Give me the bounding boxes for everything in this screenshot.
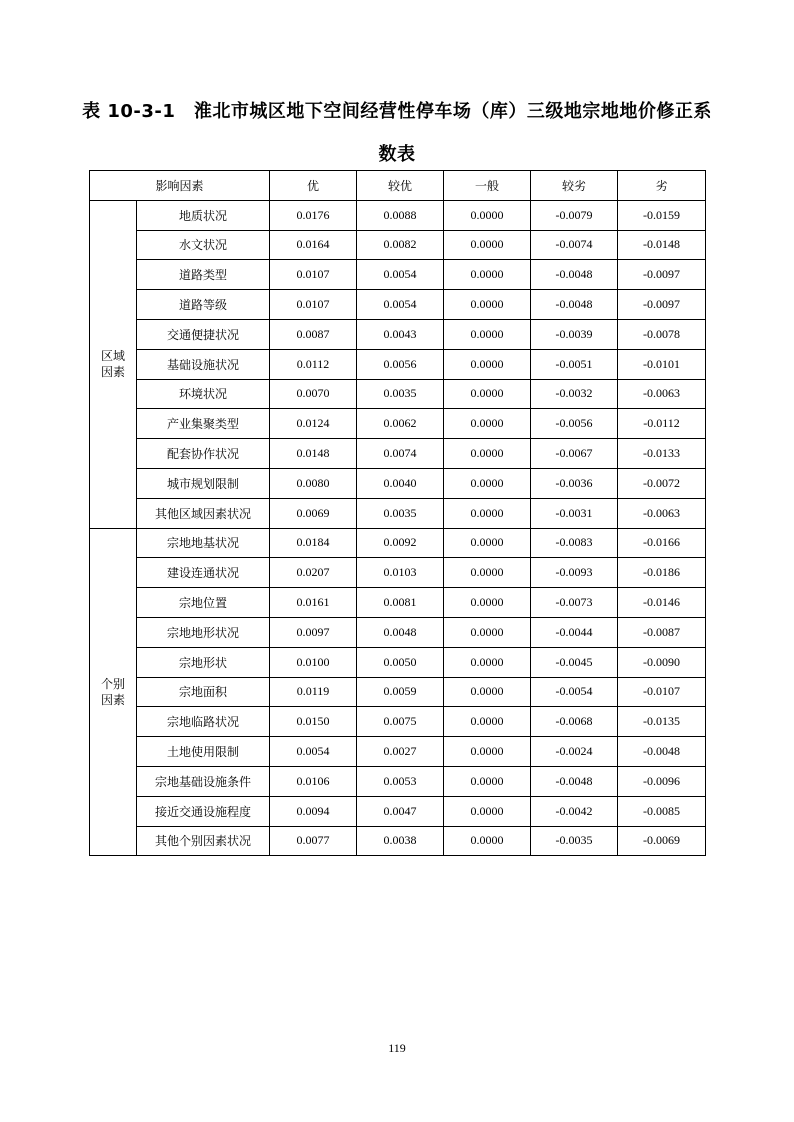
table-row (90, 498, 706, 528)
value-cell-lie: -0.0112 (618, 409, 706, 439)
value-cell-jiaolie: -0.0051 (531, 349, 618, 379)
value-cell-jiaoyou: 0.0048 (357, 617, 444, 647)
table-body (90, 171, 706, 856)
value-cell-lie: -0.0186 (618, 558, 706, 588)
factor-cell: 宗地形状 (137, 647, 270, 677)
table-row (90, 707, 706, 737)
value-cell-you: 0.0150 (270, 707, 357, 737)
value-cell-jiaoyou: 0.0081 (357, 588, 444, 618)
factor-cell: 环境状况 (137, 379, 270, 409)
value-cell-yiban: 0.0000 (444, 558, 531, 588)
value-cell-jiaoyou: 0.0027 (357, 737, 444, 767)
value-cell-jiaolie: -0.0036 (531, 468, 618, 498)
value-cell-lie: -0.0097 (618, 290, 706, 320)
value-cell-you: 0.0080 (270, 468, 357, 498)
value-cell-jiaolie: -0.0054 (531, 677, 618, 707)
factor-cell: 宗地面积 (137, 677, 270, 707)
value-cell-jiaoyou: 0.0103 (357, 558, 444, 588)
table-row (90, 677, 706, 707)
value-cell-lie: -0.0072 (618, 468, 706, 498)
group-label: 个别 因素 (90, 528, 137, 856)
value-cell-yiban: 0.0000 (444, 319, 531, 349)
value-cell-jiaolie: -0.0035 (531, 826, 618, 856)
group-label: 区域 因素 (90, 200, 137, 528)
table-row (90, 588, 706, 618)
value-cell-jiaoyou: 0.0062 (357, 409, 444, 439)
value-cell-lie: -0.0063 (618, 498, 706, 528)
factor-cell: 配套协作状况 (137, 439, 270, 469)
value-cell-lie: -0.0063 (618, 379, 706, 409)
value-cell-jiaolie: -0.0031 (531, 498, 618, 528)
table-row (90, 379, 706, 409)
value-cell-you: 0.0070 (270, 379, 357, 409)
value-cell-jiaolie: -0.0073 (531, 588, 618, 618)
value-cell-jiaoyou: 0.0047 (357, 796, 444, 826)
factor-cell: 接近交通设施程度 (137, 796, 270, 826)
value-cell-yiban: 0.0000 (444, 379, 531, 409)
value-cell-lie: -0.0166 (618, 528, 706, 558)
table-row (90, 647, 706, 677)
value-cell-jiaoyou: 0.0074 (357, 439, 444, 469)
value-cell-yiban: 0.0000 (444, 230, 531, 260)
value-cell-yiban: 0.0000 (444, 290, 531, 320)
table-title-continued: 数表 (378, 144, 416, 165)
value-cell-jiaolie: -0.0067 (531, 439, 618, 469)
value-cell-you: 0.0094 (270, 796, 357, 826)
factor-cell: 宗地地形状况 (137, 617, 270, 647)
factor-cell: 产业集聚类型 (137, 409, 270, 439)
value-cell-jiaolie: -0.0044 (531, 617, 618, 647)
value-cell-yiban: 0.0000 (444, 439, 531, 469)
value-cell-jiaoyou: 0.0056 (357, 349, 444, 379)
value-cell-yiban: 0.0000 (444, 409, 531, 439)
table-row (90, 737, 706, 767)
header-jiaolie: 较劣 (531, 171, 618, 201)
table-row (90, 349, 706, 379)
table-row (90, 468, 706, 498)
factor-cell: 道路等级 (137, 290, 270, 320)
value-cell-you: 0.0077 (270, 826, 357, 856)
factor-cell: 土地使用限制 (137, 737, 270, 767)
value-cell-you: 0.0112 (270, 349, 357, 379)
value-cell-lie: -0.0135 (618, 707, 706, 737)
value-cell-yiban: 0.0000 (444, 528, 531, 558)
value-cell-jiaoyou: 0.0035 (357, 498, 444, 528)
value-cell-jiaolie: -0.0083 (531, 528, 618, 558)
value-cell-you: 0.0100 (270, 647, 357, 677)
table-row (90, 796, 706, 826)
value-cell-jiaolie: -0.0068 (531, 707, 618, 737)
value-cell-lie: -0.0090 (618, 647, 706, 677)
value-cell-yiban: 0.0000 (444, 677, 531, 707)
value-cell-jiaolie: -0.0079 (531, 200, 618, 230)
value-cell-jiaoyou: 0.0038 (357, 826, 444, 856)
value-cell-jiaoyou: 0.0043 (357, 319, 444, 349)
header-factor: 影响因素 (90, 171, 270, 201)
value-cell-yiban: 0.0000 (444, 737, 531, 767)
value-cell-you: 0.0164 (270, 230, 357, 260)
value-cell-you: 0.0124 (270, 409, 357, 439)
value-cell-jiaoyou: 0.0054 (357, 290, 444, 320)
header-jiaoyou: 较优 (357, 171, 444, 201)
value-cell-you: 0.0119 (270, 677, 357, 707)
value-cell-you: 0.0184 (270, 528, 357, 558)
value-cell-yiban: 0.0000 (444, 349, 531, 379)
value-cell-jiaolie: -0.0093 (531, 558, 618, 588)
value-cell-yiban: 0.0000 (444, 826, 531, 856)
header-row (90, 171, 706, 201)
value-cell-jiaolie: -0.0048 (531, 290, 618, 320)
value-cell-jiaolie: -0.0042 (531, 796, 618, 826)
value-cell-yiban: 0.0000 (444, 617, 531, 647)
factor-cell: 宗地基础设施条件 (137, 766, 270, 796)
value-cell-jiaoyou: 0.0059 (357, 677, 444, 707)
value-cell-jiaoyou: 0.0050 (357, 647, 444, 677)
value-cell-lie: -0.0107 (618, 677, 706, 707)
value-cell-lie: -0.0097 (618, 260, 706, 290)
value-cell-you: 0.0148 (270, 439, 357, 469)
value-cell-you: 0.0087 (270, 319, 357, 349)
factor-cell: 基础设施状况 (137, 349, 270, 379)
value-cell-jiaoyou: 0.0092 (357, 528, 444, 558)
table-row (90, 260, 706, 290)
header-lie: 劣 (618, 171, 706, 201)
value-cell-lie: -0.0159 (618, 200, 706, 230)
value-cell-jiaolie: -0.0048 (531, 766, 618, 796)
value-cell-lie: -0.0078 (618, 319, 706, 349)
table-row (90, 617, 706, 647)
value-cell-yiban: 0.0000 (444, 588, 531, 618)
value-cell-lie: -0.0146 (618, 588, 706, 618)
value-cell-jiaolie: -0.0048 (531, 260, 618, 290)
factor-cell: 建设连通状况 (137, 558, 270, 588)
header-yiban: 一般 (444, 171, 531, 201)
value-cell-yiban: 0.0000 (444, 647, 531, 677)
table-row (90, 528, 706, 558)
value-cell-yiban: 0.0000 (444, 200, 531, 230)
table-row (90, 230, 706, 260)
value-cell-you: 0.0207 (270, 558, 357, 588)
value-cell-jiaoyou: 0.0088 (357, 200, 444, 230)
correction-factor-table (89, 170, 706, 856)
value-cell-yiban: 0.0000 (444, 260, 531, 290)
header-you: 优 (270, 171, 357, 201)
value-cell-jiaolie: -0.0032 (531, 379, 618, 409)
value-cell-jiaolie: -0.0045 (531, 647, 618, 677)
value-cell-jiaoyou: 0.0040 (357, 468, 444, 498)
value-cell-lie: -0.0096 (618, 766, 706, 796)
value-cell-jiaoyou: 0.0082 (357, 230, 444, 260)
value-cell-you: 0.0107 (270, 260, 357, 290)
value-cell-you: 0.0106 (270, 766, 357, 796)
table-row (90, 409, 706, 439)
factor-cell: 水文状况 (137, 230, 270, 260)
value-cell-yiban: 0.0000 (444, 796, 531, 826)
value-cell-you: 0.0054 (270, 737, 357, 767)
value-cell-lie: -0.0085 (618, 796, 706, 826)
value-cell-you: 0.0097 (270, 617, 357, 647)
value-cell-jiaolie: -0.0074 (531, 230, 618, 260)
value-cell-you: 0.0069 (270, 498, 357, 528)
value-cell-yiban: 0.0000 (444, 468, 531, 498)
factor-cell: 交通便捷状况 (137, 319, 270, 349)
factor-cell: 道路类型 (137, 260, 270, 290)
table-row (90, 826, 706, 856)
value-cell-jiaolie: -0.0056 (531, 409, 618, 439)
table-row (90, 200, 706, 230)
factor-cell: 宗地地基状况 (137, 528, 270, 558)
page-number: 119 (388, 1041, 406, 1055)
value-cell-jiaolie: -0.0039 (531, 319, 618, 349)
value-cell-lie: -0.0101 (618, 349, 706, 379)
factor-cell: 宗地位置 (137, 588, 270, 618)
table-row (90, 766, 706, 796)
table-row (90, 290, 706, 320)
value-cell-yiban: 0.0000 (444, 498, 531, 528)
value-cell-lie: -0.0087 (618, 617, 706, 647)
factor-cell: 城市规划限制 (137, 468, 270, 498)
factor-cell: 宗地临路状况 (137, 707, 270, 737)
value-cell-jiaoyou: 0.0053 (357, 766, 444, 796)
value-cell-lie: -0.0148 (618, 230, 706, 260)
value-cell-jiaoyou: 0.0035 (357, 379, 444, 409)
value-cell-jiaolie: -0.0024 (531, 737, 618, 767)
value-cell-lie: -0.0133 (618, 439, 706, 469)
factor-cell: 地质状况 (137, 200, 270, 230)
factor-cell: 其他区域因素状况 (137, 498, 270, 528)
value-cell-yiban: 0.0000 (444, 707, 531, 737)
factor-cell: 其他个别因素状况 (137, 826, 270, 856)
value-cell-yiban: 0.0000 (444, 766, 531, 796)
value-cell-you: 0.0107 (270, 290, 357, 320)
table-row (90, 439, 706, 469)
value-cell-jiaoyou: 0.0075 (357, 707, 444, 737)
table-row (90, 319, 706, 349)
value-cell-you: 0.0161 (270, 588, 357, 618)
table-title: 表 10-3-1 淮北市城区地下空间经营性停车场（库）三级地宗地地价修正系 (82, 101, 712, 122)
value-cell-lie: -0.0069 (618, 826, 706, 856)
value-cell-jiaoyou: 0.0054 (357, 260, 444, 290)
value-cell-you: 0.0176 (270, 200, 357, 230)
table-row (90, 558, 706, 588)
value-cell-lie: -0.0048 (618, 737, 706, 767)
